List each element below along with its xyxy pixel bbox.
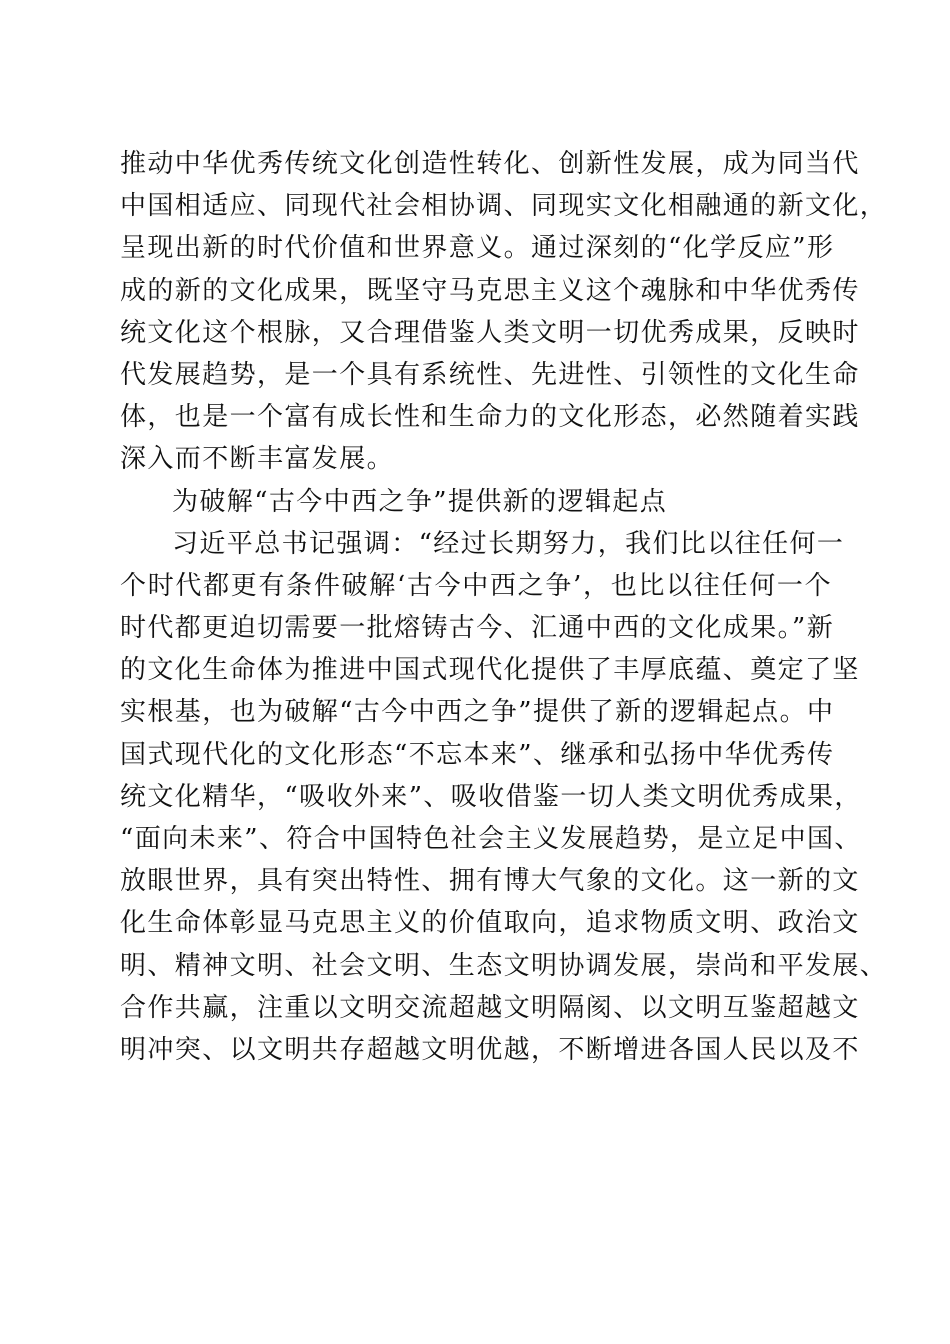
paragraph-line: 个时代都更有条件破解‘古今中西之争’，也比以往任何一个 — [120, 570, 832, 601]
paragraph-line: 的文化生命体为推进中国式现代化提供了丰厚底蕴、奠定了坚 — [120, 655, 860, 686]
paragraph-2 — [120, 523, 888, 1071]
paragraph-line: 时代都更迫切需要一批熔铸古今、汇通中西的文化成果。”新 — [120, 613, 835, 644]
paragraph-line: 统文化精华，“吸收外来”、吸收借鉴一切人类文明优秀成果， — [120, 781, 862, 812]
document-body — [120, 143, 888, 1071]
paragraph-line: 实根基，也为破解“古今中西之争”提供了新的逻辑起点。中 — [120, 697, 835, 728]
paragraph-line: 统文化这个根脉，又合理借鉴人类文明一切优秀成果，反映时 — [120, 317, 860, 348]
paragraph-line: 合作共赢，注重以文明交流超越文明隔阂、以文明互鉴超越文 — [120, 992, 860, 1023]
paragraph-line: 国式现代化的文化形态“不忘本来”、继承和弘扬中华优秀传 — [120, 739, 835, 770]
paragraph-line: 习近平总书记强调：“经过长期努力，我们比以往任何一 — [172, 528, 845, 559]
paragraph-line: 明、精神文明、社会文明、生态文明协调发展，崇尚和平发展、 — [120, 950, 888, 981]
paragraph-line: 推动中华优秀传统文化创造性转化、创新性发展，成为同当代 — [120, 149, 860, 179]
paragraph-line: 放眼世界，具有突出特性、拥有博大气象的文化。这一新的文 — [120, 866, 860, 897]
paragraph-line: 体，也是一个富有成长性和生命力的文化形态，必然随着实践 — [120, 402, 860, 433]
paragraph-line: 深入而不断丰富发展。 — [120, 444, 395, 475]
paragraph-line: 成的新的文化成果，既坚守马克思主义这个魂脉和中华优秀传 — [120, 275, 860, 306]
paragraph-1 — [120, 143, 888, 481]
paragraph-line: 化生命体彰显马克思主义的价值取向，追求物质文明、政治文 — [120, 908, 860, 939]
paragraph-line: 中国相适应、同现代社会相协调、同现实文化相融通的新文化， — [120, 191, 888, 222]
paragraph-line: 明冲突、以文明共存超越文明优越，不断增进各国人民以及不 — [120, 1034, 860, 1065]
paragraph-line: 代发展趋势，是一个具有系统性、先进性、引领性的文化生命 — [120, 359, 860, 390]
paragraph-line: “面向未来”、符合中国特色社会主义发展趋势，是立足中国、 — [120, 824, 862, 854]
section-heading: 为破解“古今中西之争”提供新的逻辑起点 — [172, 486, 668, 517]
paragraph-line: 呈现出新的时代价值和世界意义。通过深刻的“化学反应”形 — [120, 233, 835, 264]
